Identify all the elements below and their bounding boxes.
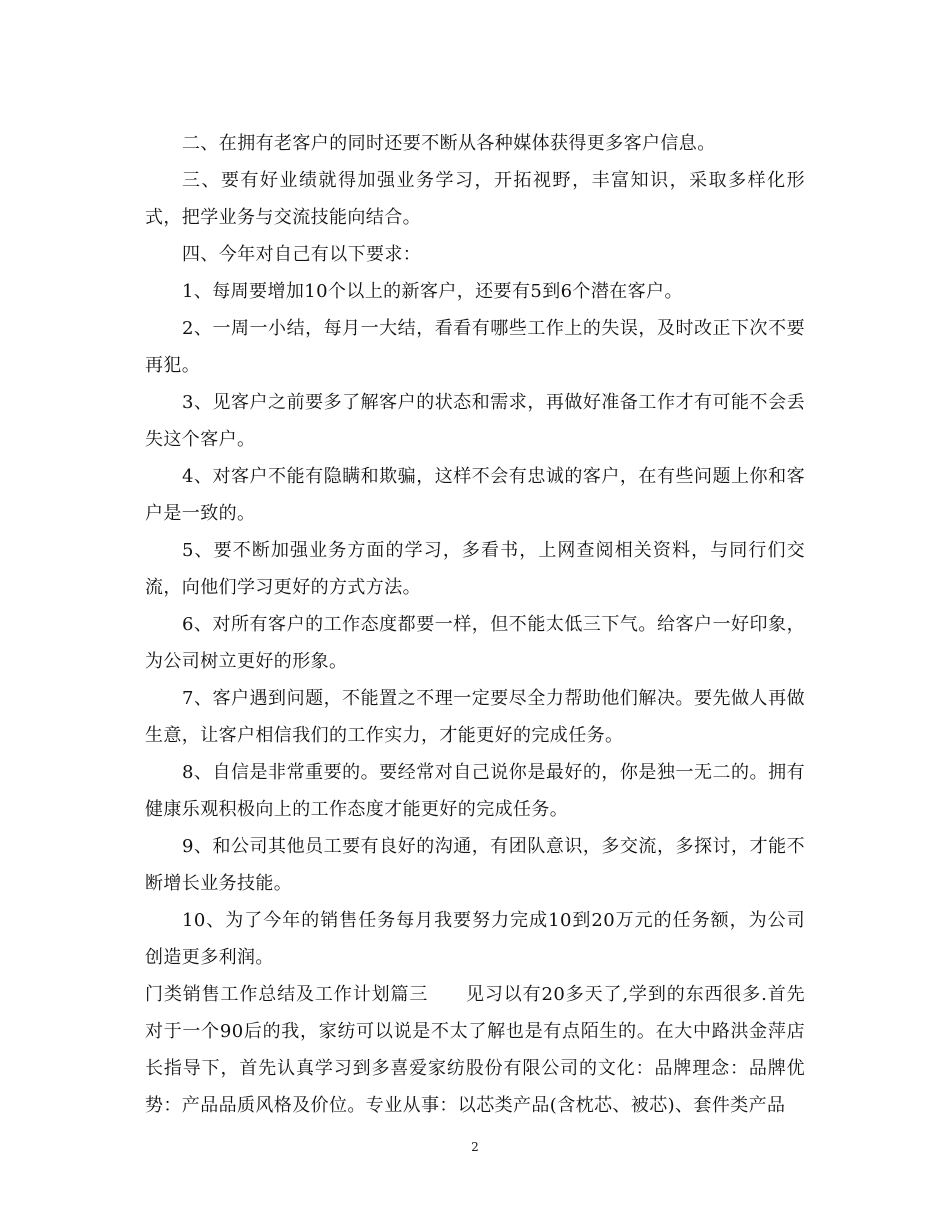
list-item: 6、对所有客户的工作态度都要一样，但不能太低三下气。给客户一好印象，为公司树立更好的形象。	[145, 614, 805, 672]
list-item: 8、自信是非常重要的。要经常对自己说你是最好的，你是独一无二的。拥有健康乐观积极向上的工作态度才能更好的完成任务。	[145, 762, 805, 820]
list-item: 3、见客户之前要多了解客户的状态和需求，再做好准备工作才有可能不会丢失这个客户。	[145, 392, 805, 450]
document-body	[145, 125, 805, 1124]
list-item: 10、为了今年的销售任务每月我要努力完成10到20万元的任务额，为公司创造更多利润。	[145, 910, 805, 968]
list-item: 7、客户遇到问题，不能置之不理一定要尽全力帮助他们解决。要先做人再做生意，让客户相信我们的工作实力，才能更好的完成任务。	[145, 688, 805, 746]
paragraph: 四、今年对自己有以下要求：	[182, 244, 422, 265]
paragraph: 三、要有好业绩就得加强业务学习，开拓视野，丰富知识，采取多样化形式，把学业务与交流技能向结合。	[145, 170, 805, 228]
list-item: 5、要不断加强业务方面的学习，多看书，上网查阅相关资料，与同行们交流，向他们学习更好的方式方法。	[145, 540, 805, 598]
page-number: 2	[471, 1140, 479, 1154]
list-item: 2、一周一小结，每月一大结，看看有哪些工作上的失误，及时改正下次不要再犯。	[145, 318, 805, 376]
paragraph: 二、在拥有老客户的同时还要不断从各种媒体获得更多客户信息。	[182, 133, 716, 154]
list-item: 9、和公司其他员工要有良好的沟通，有团队意识，多交流，多探讨，才能不断增长业务技能。	[145, 836, 805, 894]
list-item: 4、对客户不能有隐瞒和欺骗，这样不会有忠诚的客户，在有些问题上你和客户是一致的。	[145, 466, 805, 524]
list-item: 1、每周要增加10个以上的新客户，还要有5到6个潜在客户。	[182, 281, 683, 302]
section-paragraph: 门类销售工作总结及工作计划篇三 见习以有20多天了,学到的东西很多.首先对于一个90后的我，家纺可以说是不太了解也是有点陌生的。在大中路洪金萍店长指导下，首先认真学习到多喜爱家纺股份有限公司的文化：品牌理念：品牌优势：产品品质风格及价位。专业从事：以芯类产品(含枕芯、被芯)、套件类产品	[145, 984, 805, 1116]
